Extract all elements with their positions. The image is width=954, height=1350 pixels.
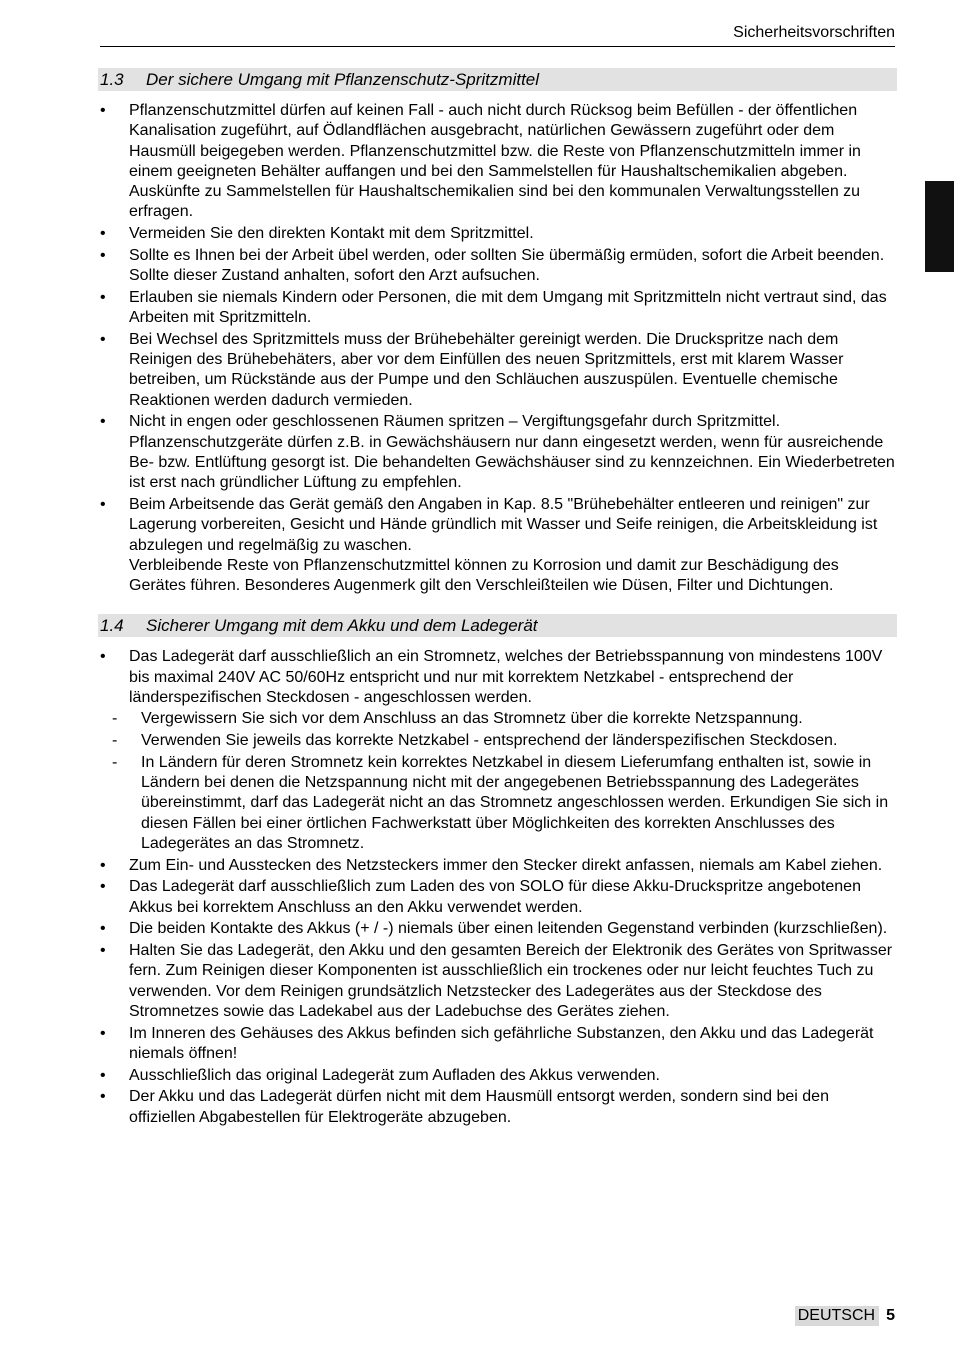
list-item — [98, 1066, 897, 1086]
section-heading-1-3 — [98, 68, 897, 91]
sub-list-item — [98, 731, 897, 751]
bullet-icon: • — [100, 413, 106, 431]
bullet-icon: • — [100, 648, 106, 666]
dash-icon: - — [112, 753, 118, 771]
sub-list-item-text: Vergewissern Sie sich vor dem Anschluss an das Stromnetz über die korrekte Netzspannung. — [141, 710, 803, 728]
list-item — [98, 1024, 897, 1065]
thumb-index-tab — [925, 181, 954, 272]
list-item-text: Im Inneren des Gehäuses des Akkus befinden sich gefährliche Substanzen, den Akku und das Ladegerät niemals öffnen! — [129, 1024, 874, 1062]
list-item — [98, 246, 897, 287]
list-item — [98, 856, 897, 876]
list-item-text: Bei Wechsel des Spritzmittels muss der Brühebehälter gereinigt werden. Die Druckspritze nach dem Reinigen des Brühebehäters, aber vor dem Einfüllen des neuen Spritzmittels, erst mit klarem Wasser betreiben, um Rückstände aus der Pumpe und den Schläuchen auszuspülen. Eventuelle chemische Reaktionen werden dadurch vermieden. — [129, 330, 844, 409]
list-item — [98, 412, 897, 493]
list-item-text: Zum Ein- und Ausstecken des Netzsteckers immer den Stecker direkt anfassen, niemals am Kabel ziehen. — [129, 856, 883, 874]
bullet-icon: • — [100, 1088, 106, 1106]
bullet-icon: • — [100, 920, 106, 938]
sub-list-item — [98, 753, 897, 854]
list-item — [98, 101, 897, 223]
bullet-icon: • — [100, 941, 106, 959]
list-item-extra-text: Verbleibende Reste von Pflanzenschutzmittel können zu Korrosion und damit zur Beschädigung des Gerätes führen. Besonderes Augenmerk gilt den Verschleißteilen wie Düsen, Filter und Dichtungen. — [129, 556, 839, 595]
list-item — [98, 330, 897, 411]
list-item-text: Pflanzenschutzmittel dürfen auf keinen Fall - auch nicht durch Rücksog beim Befüllen - der öffentlichen Kanalisation zugeführt, auf Ödlandflächen ausgebracht, natürlichen Gewässern zugeführt oder dem Hausmüll beigegeben werden. Pflanzenschutzmittel bzw. die Reste von Pflanzenschutzmitteln immer in einem geeigneten Behälter auffangen und bei den Sammelstellen für Haushaltschemikalien abgeben. Auskünfte zu Sammelstellen für Haushaltschemikalien sind bei den kommunalen Verwaltungsstellen zu erfragen. — [129, 102, 861, 221]
sub-list-item-text: Verwenden Sie jeweils das korrekte Netzkabel - entsprechend der länderspezifischen Steckdosen. — [141, 732, 838, 750]
bullet-icon: • — [100, 856, 106, 874]
bullet-icon: • — [100, 102, 106, 119]
list-item-text: Vermeiden Sie den direkten Kontakt mit dem Spritzmittel. — [129, 225, 534, 243]
list-item — [98, 495, 897, 596]
header-rule — [100, 46, 895, 47]
bullet-list-1-3 — [98, 101, 897, 596]
bullet-icon: • — [100, 225, 106, 243]
list-item — [98, 919, 897, 939]
list-item-text: Halten Sie das Ladegerät, den Akku und den gesamten Bereich der Elektronik des Gerätes von Spritwasser fern. Zum Reinigen dieser Komponenten ist ausschließlich ein trockenes oder nur leicht feuchtes Tuch zu verwenden. Vor dem Reinigen grundsätzlich Netzstecker des Ladegerätes aus der Steckdose des Stromnetzes sowie das Ladekabel aus der Ladebuchse des Gerätes ziehen. — [129, 941, 893, 1020]
bullet-icon: • — [100, 1066, 106, 1084]
list-item — [98, 647, 897, 854]
page-footer — [795, 1306, 895, 1326]
list-item-text: Das Ladegerät darf ausschließlich zum Laden des von SOLO für diese Akku-Druckspritze angebotenen Akkus bei korrektem Anschluss an den Akku verwendet werden. — [129, 878, 861, 916]
dash-icon: - — [112, 732, 118, 750]
list-item — [98, 877, 897, 918]
bullet-icon: • — [100, 246, 106, 264]
page-content — [98, 68, 897, 1129]
list-item — [98, 1087, 897, 1128]
footer-language: DEUTSCH — [795, 1306, 879, 1326]
header-title: Sicherheitsvorschriften — [733, 24, 895, 41]
list-item — [98, 288, 897, 329]
list-item-text: Nicht in engen oder geschlossenen Räumen spritzen – Vergiftungsgefahr durch Spritzmittel. Pflanzenschutzgeräte dürfen z.B. in Gewächshäusern nur dann eingesetzt werden, wenn für ausreichende Be- bzw. Entlüftung gesorgt ist. Die behandelten Gewächshäuser sind zu kennzeichnen. Ein Wiederbetreten ist erst nach gründlicher Lüftung zu empfehlen. — [129, 413, 895, 492]
bullet-icon: • — [100, 288, 106, 306]
page-number: 5 — [886, 1307, 895, 1324]
list-item-text: Das Ladegerät darf ausschließlich an ein Stromnetz, welches der Betriebsspannung von mindestens 100V bis maximal 240V AC 50/60Hz entspricht und nur mit korrektem Netzkabel - entsprechend der länderspezifischen Steckdosen - angeschlossen werden. — [129, 648, 883, 707]
list-item — [98, 224, 897, 244]
bullet-icon: • — [100, 495, 106, 513]
list-item-text: Sollte es Ihnen bei der Arbeit übel werden, oder sollten Sie übermäßig ermüden, sofort die Arbeit beenden. Sollte dieser Zustand anhalten, sofort den Arzt aufsuchen. — [129, 246, 885, 285]
list-item-text: Der Akku und das Ladegerät dürfen nicht mit dem Hausmüll entsorgt werden, sondern sind bei den offiziellen Abgabestellen für Elektrogeräte abzugeben. — [129, 1088, 829, 1126]
list-item-text: Die beiden Kontakte des Akkus (+ / -) niemals über einen leitenden Gegenstand verbinden (kurzschließen). — [129, 920, 888, 938]
list-item — [98, 941, 897, 1022]
bullet-list-1-4 — [98, 647, 897, 1127]
bullet-icon: • — [100, 1024, 106, 1042]
sub-list-item — [98, 709, 897, 729]
section-heading-1-4 — [98, 614, 897, 637]
sub-list-item-text: In Ländern für deren Stromnetz kein korrektes Netzkabel in diesem Lieferumfang enthalten ist, sowie in Ländern bei denen die Netzspannung nicht mit der angegebenen Betriebsspannung des Ladegerätes übereinstimmt, darf das Ladegerät nicht an das Stromnetz angeschlossen werden. Erkundigen Sie sich in diesen Fällen bei einer örtlichen Fachwerkstatt über Möglichkeiten des korrekten Anschlusses des Ladegerätes an das Stromnetz. — [141, 753, 889, 852]
bullet-icon: • — [100, 878, 106, 896]
list-item-text: Beim Arbeitsende das Gerät gemäß den Angaben in Kap. 8.5 "Brühebehälter entleeren und reinigen" zur Lagerung vorbereiten, Gesicht und Hände gründlich mit Wasser und Seife reinigen, die Arbeitskleidung ist abzulegen und regelmäßig zu waschen. — [129, 495, 878, 554]
section-number: 1.3 — [100, 70, 124, 89]
section-number: 1.4 — [100, 616, 124, 636]
dash-icon: - — [112, 710, 118, 728]
dash-list — [98, 709, 897, 854]
list-item-text: Erlauben sie niemals Kindern oder Personen, die mit dem Umgang mit Spritzmitteln nicht vertraut sind, das Arbeiten mit Spritzmitteln. — [129, 288, 887, 327]
section-title: Sicherer Umgang mit dem Akku und dem Ladegerät — [146, 616, 538, 636]
section-title: Der sichere Umgang mit Pflanzenschutz-Spritzmittel — [146, 70, 540, 89]
list-item-text: Ausschließlich das original Ladegerät zum Aufladen des Akkus verwenden. — [129, 1066, 660, 1084]
bullet-icon: • — [100, 330, 106, 348]
